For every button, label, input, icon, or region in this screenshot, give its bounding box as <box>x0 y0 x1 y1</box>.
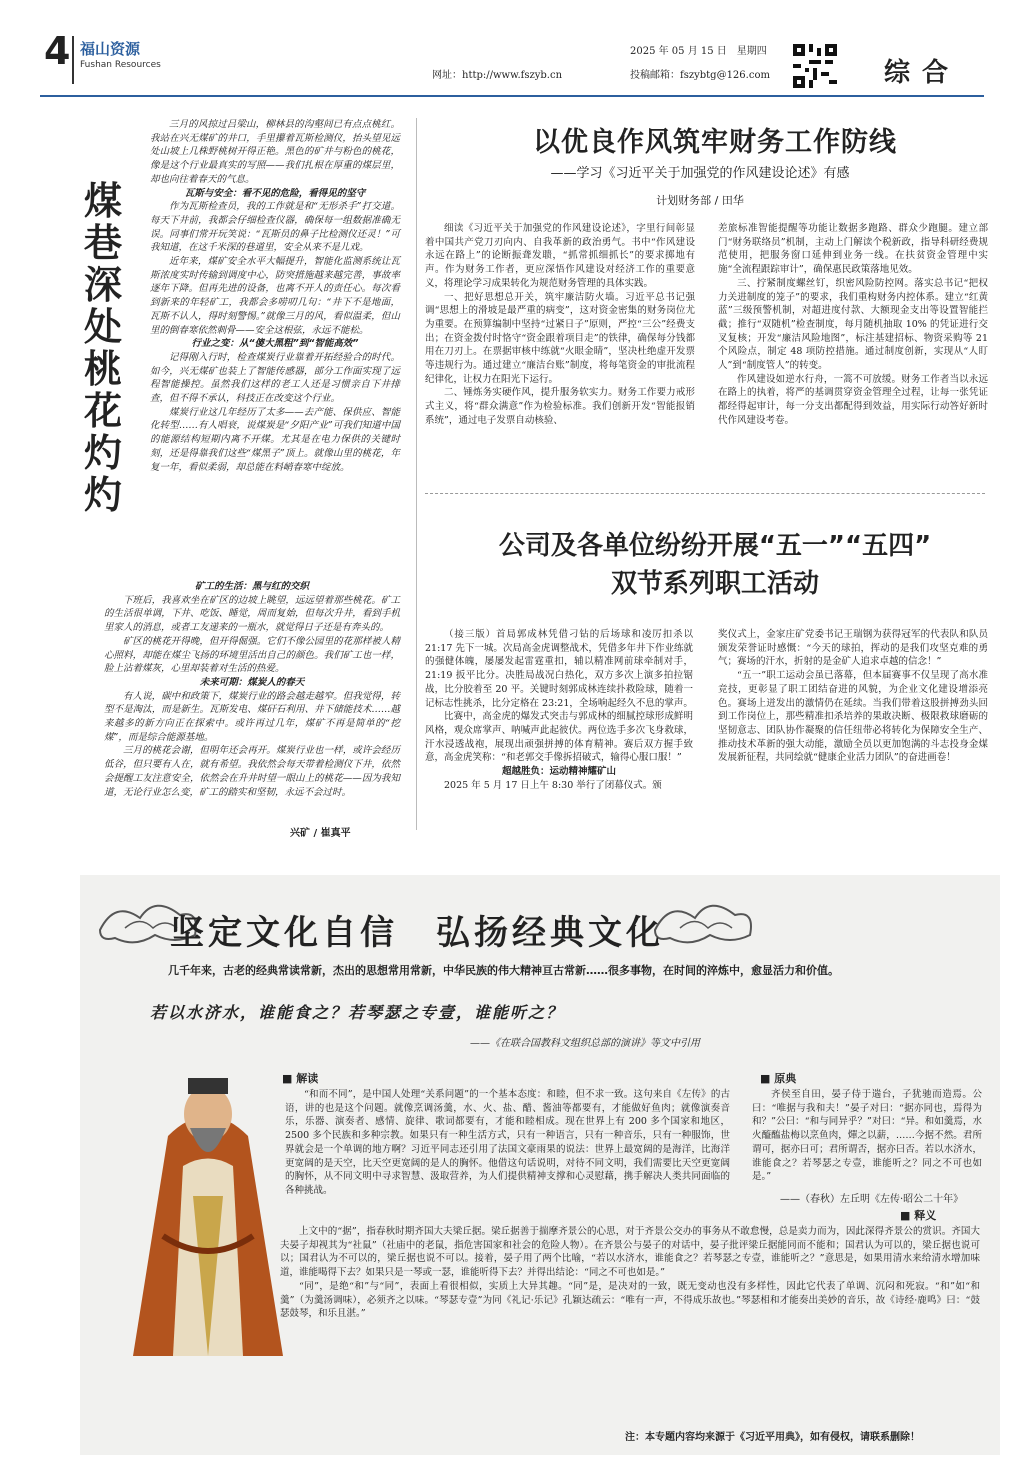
paragraph: 有人说，碳中和政策下，煤炭行业的路会越走越窄。但我觉得，转型不是淘汰，而是新生。瓦斯发电、煤矸石利用、井下储能技术……越来越多的新方向正在探索中。或许再过几年，煤矿不再是简单的“挖煤”，而是综合能源基地。 <box>104 690 400 743</box>
page-number: 4 <box>44 29 71 73</box>
subheading: 超越胜负：运动精神耀矿山 <box>501 766 616 778</box>
yuandian-source: ——（春秋）左丘明《左传·昭公二十年》 <box>780 1194 964 1205</box>
paragraph: 三月的风掠过吕梁山，柳林县的沟壑间已有点点桃红。我站在兴无煤矿的井口，手里攥着瓦斯检测仪，抬头望见远处山坡上几株野桃树开得正艳。黑色的矿井与粉色的桃花，像是这个行业最真实的写照——我们扎根在厚重的煤层里，却也向往着春天的气息。 <box>150 119 400 185</box>
culture-title: 坚定文化自信 弘扬经典文化 <box>170 913 664 953</box>
paragraph: 2025 年 5 月 17 日上午 8:30 举行了闭幕仪式。颁 <box>444 779 662 791</box>
masthead-divider <box>72 36 74 84</box>
article2-title-line2: 双节系列职工活动 <box>610 569 819 599</box>
email-line[interactable]: 投稿邮箱：fszybtg@126.com <box>630 70 770 81</box>
article-divider <box>425 493 985 494</box>
article2-column-2 <box>718 628 988 765</box>
column-divider <box>416 118 417 830</box>
masthead-rule <box>40 95 984 97</box>
yuandian-text <box>752 1088 982 1184</box>
paragraph: 奖仪式上，金家庄矿党委书记王瑞钢为获得冠军的代表队和队员颁发荣誉证时感慨：“今天的球拍，挥动的是我们攻坚克难的勇气；赛场的汗水，折射的是金矿人追求卓越的信念！” <box>718 629 988 668</box>
jiedu-heading: ■ 解读 <box>282 1072 319 1085</box>
culture-quote-source: ——《在联合国教科文组织总部的演讲》等文中引用 <box>470 1038 700 1049</box>
article1-column-2 <box>718 222 988 428</box>
article2-column-1 <box>425 628 693 792</box>
confucius-figure-icon <box>108 1056 308 1356</box>
article1-author: 计划财务部 / 田华 <box>656 194 744 207</box>
paragraph: 记得刚入行时，检查煤炭行业靠着开拓经验合的时代。如今，兴无煤矿也装上了智能传感器，部分工作面实现了远程智能操控。虽然我们这样的老工人还是习惯亲自下井排查，但不得不承认，科技正在改变这个行业。 <box>150 351 400 405</box>
paragraph: “同”，是绝“和”与“同”，表面上看很相似，实质上大异其趣。“同”是，是决对的一致，既无变动也没有多样性，因此它代表了单调、沉闷和死寂。“和”如“和羹”（为羹汤调味），必须齐之以味。“琴瑟专壹”为同《礼记·乐记》孔颖达疏云：“唯有一声，不得成乐故也。”琴瑟相和才能奏出美妙的音乐，故《诗经·鹿鸣》曰：“鼓瑟鼓琴，和乐且湛。” <box>280 1280 980 1320</box>
paragraph: 矿区的桃花开得晚，但开得倔强。它们不像公园里的花那样被人精心照料，却能在煤尘飞扬的环境里活出自己的颜色。我们矿工也一样，脸上沾着煤灰，心里却装着对生活的热爱。 <box>104 635 400 675</box>
paragraph: 一、把好思想总开关，筑牢廉洁防火墙。习近平总书记强调“思想上的滑坡是最严重的病变”，这对资金密集的财务岗位尤为重要。在预算编制中坚持“过紧日子”原则，严控“三公”经费支出；在资金拨付时恪守“资金跟着项目走”的铁律，确保每分钱都用在刀刃上。在票据审核中练就“火眼金睛”，坚决杜绝虚开发票等违规行为。通过建立“廉洁台账”制度，将每笔资金的审批流程纪律化，让权力在阳光下运行。 <box>425 291 695 385</box>
left-article-byline: 兴矿 / 崔真平 <box>290 828 351 839</box>
qr-code-icon <box>793 44 837 88</box>
paragraph: 煤炭行业这几年经历了太多——去产能、保供应、智能化转型……有人唱衰，说煤炭是“夕阳产业”可我们知道中国的能源结构短期内离不开煤。尤其是在电力保供的关键时刻，还是得靠我们这些“煤黑子”顶上。就像山里的桃花，年复一年，看似柔弱，却总能在料峭春寒中绽放。 <box>150 406 400 473</box>
paragraph: 作为瓦斯检查员，我的工作就是和“无形杀手”打交道。每天下井前，我都会仔细检查仪器，确保每一组数据准确无误。同事们常开玩笑说：“瓦斯员的鼻子比检测仪还灵！”可我知道，在这千米深的巷道里，安全从来不是儿戏。 <box>150 201 400 254</box>
left-article-title: 煤巷深处 桃花灼灼 <box>83 179 161 517</box>
date-line: 2025 年 05 月 15 日 星期四 <box>630 46 767 57</box>
article2-title-line1: 公司及各单位纷纷开展“五一”“五四” <box>498 531 932 561</box>
yuandian-heading: ■ 原典 <box>760 1072 797 1085</box>
paragraph: 三、拧紧制度螺丝钉，织密风险防控网。落实总书记“把权力关进制度的笼子”的要求，我们重构财务内控体系。建立“红黄蓝”三级预警机制，对超进度付款、大额现金支出等设置智能拦截；推行“双随机”检查制度，每月随机抽取 10% 的凭证进行交叉复核；开发“廉洁风险地图”，标注基建招标、物资采购等 21 个风险点，制定 48 项防控措施。通过制度创新，实现从“人盯人”到“制度管人”的转变。 <box>718 277 988 372</box>
section-title: 综合 <box>884 58 961 88</box>
cloud-ornament-icon <box>650 890 760 950</box>
paragraph: 差旅标准智能提醒等功能让数据多跑路、群众少跑腿。建立部门“财务联络员”机制，主动上门解读个税新政，指导科研经费规范使用，把服务窗口延伸到业务一线。在扶贫资金管理中实施“全流程跟踪审计”，确保惠民政策落地见效。 <box>718 223 988 276</box>
culture-lead: 几千年来，古老的经典常读常新，杰出的思想常用常新，中华民族的伟大精神亘古常新……很多事物，在时间的淬炼中，愈显活力和价值。 <box>168 964 839 977</box>
shiyi-heading: ■ 释义 <box>900 1209 937 1222</box>
paragraph: “五一”职工运动会虽已落幕，但本届赛事不仅呈现了高水准竞技，更彰显了职工团结奋进的风貌，为企业文化建设增添亮色。赛场上迸发出的激情仍在延续。当我们带着这股拼搏劲头回到工作岗位上，那些精准扣杀培养的果敢决断、极限救球磨砺的坚韧意志、团队协作凝聚的信任纽带必将转化为保障安全生产、推动技术革新的强大动能，激励全员以更加饱满的斗志投身金煤发展新征程，共同绘就“健康企业活力团队”的奋进画卷！ <box>718 670 988 764</box>
paragraph: 齐侯至自田，晏子侍于遄台，子犹驰而造焉。公曰：“唯据与我和夫！”晏子对曰：“据亦同也，焉得为和？”公曰：“和与同异乎？”对曰：“异。和如羹焉，水火醯醢盐梅以烹鱼肉，燀之以薪，……今据不然。君所谓可，据亦曰可；君所谓否，据亦曰否。若以水济水，谁能食之？若琴瑟之专壹，谁能听之？同之不可也如是。” <box>752 1089 982 1183</box>
shiyi-text <box>280 1225 980 1321</box>
subheading: 未来可期：煤炭人的春天 <box>199 676 305 688</box>
left-article-body-bottom <box>104 580 400 799</box>
paper-name: 福山资源 <box>80 40 141 58</box>
paragraph: 比赛中，高金虎的爆发式突击与郭成林的细腻控球形成鲜明风格，观众席掌声、呐喊声此起彼伏。两位选手多次飞身救球，汗水浸透战袍，展现出顽强拼搏的体育精神。赛后双方握手致意，高金虎笑称：“和老郭交手像拆招破式，输得心服口服！” <box>425 711 693 764</box>
paragraph: 三月的桃花会谢，但明年还会再开。煤炭行业也一样，或许会经历低谷，但只要有人在，就有希望。我依然会每天带着检测仪下井，依然会提醒工友注意安全，依然会在升井时望一眼山上的桃花——因为我知道，无论行业怎么变，矿工的踏实和坚韧，永远不会过时。 <box>104 745 400 798</box>
article1-subtitle: ——学习《习近平关于加强党的作风建设论述》有感 <box>550 166 850 181</box>
article1-column-1 <box>425 222 695 428</box>
paragraph: 近年来，煤矿安全水平大幅提升，智能化监测系统让瓦斯浓度实时传输到调度中心，防突措施越来越完善，事故率逐年下降。但再先进的设备，也离不开人的责任心。每次看到新来的年轻矿工，我都会多唠叨几句：“井下不是地面，瓦斯不认人，得时刻警惕。”就像三月的风，看似温柔，但山里的倒春寒依然刺骨——安全这根弦，永远不能松。 <box>150 256 400 336</box>
paragraph: 上文中的“据”，指春秋时期齐国大夫梁丘据。梁丘据善于揣摩齐景公的心思，对于齐景公交办的事务从不敢怠慢，总是卖力而为，因此深得齐景公的赏识。齐国大夫晏子却视其为“社鼠”（社庙中的老鼠，指危害国家和社会的危险人物）。在齐景公与晏子的对话中，晏子批评梁丘据能同而不能和；国君认为可以的，梁丘据也说可以；国君认为不可以的，梁丘据也说不可以。接着，晏子用了两个比喻，“若以水济水，谁能食之？若琴瑟之专壹，谁能听之？”意思是，如果用清水来给清水增加味道，谁能喝得下去？如果只是一琴或一瑟，谁能听得下去？并得出结论：“同之不可也如是。” <box>280 1226 980 1279</box>
culture-quote: 若以水济水，谁能食之？若琴瑟之专壹，谁能听之？ <box>150 1003 565 1022</box>
subheading: 瓦斯与安全：看不见的危险，看得见的坚守 <box>184 187 366 199</box>
paragraph: 作风建设如逆水行舟，一篙不可放缓。财务工作者当以永远在路上的执着，将严的基调贯穿资金管理全过程，让每一张凭证都经得起审计，每一分支出都配得到效益，用实际行动答好新时代作风建设考卷。 <box>718 373 988 426</box>
subheading: 矿工的生活：黑与红的交织 <box>194 581 309 592</box>
paragraph: 下班后，我喜欢坐在矿区的边坡上眺望，远远望着那些桃花。矿工的生活很单调，下井、吃饭、睡觉，周而复始，但每次升井，看到手机里家人的消息，或者工友递来的一瓶水，就觉得日子还是有奔头的。 <box>104 594 400 634</box>
paragraph: 二、锤炼务实硬作风，提升服务软实力。财务工作要力戒形式主义，将“群众满意”作为检验标准。我们创新开发“智能报销系统”，通过电子发票自动核验、 <box>425 387 695 426</box>
paragraph: 细读《习近平关于加强党的作风建设论述》，字里行间彰显着中国共产党刀刃向内、自我革新的政治勇气。书中“作风建设永远在路上”的论断振聋发聩，“抓常抓细抓长”的要求掷地有声。作为财务工作者，更应深悟作风建设对经济工作的重要意义，将理论学习成果转化为规范财务管理的具体实践。 <box>425 223 695 289</box>
left-article-body-top <box>150 118 400 474</box>
subheading: 行业之变：从“傻大黑粗”到“智能高效” <box>191 338 359 350</box>
copyright-note: 注：本专题内容均来源于《习近平用典》，如有侵权，请联系删除！ <box>625 1432 920 1443</box>
paper-name-en: Fushan Resources <box>80 60 161 70</box>
article1-title: 以优良作风筑牢财务工作防线 <box>533 127 897 158</box>
jiedu-text <box>285 1088 730 1198</box>
paragraph: （接三版）首局郭成林凭借刁钻的后场球和凌厉扣杀以 21:17 先下一城。次局高金虎调整战术，凭借多年井下作业练就的强健体魄，屡屡发起雷霆重扣，辅以精准网前球牵制对手，21:19 扳平比分。决胜局战况白热化，双方多次上演多拍拉锯战，比分胶着至 20 平。关键时刻郭成林连续扑救险球，随着一记标志性挑杀，比分定格在 23:21，全场响起经久不息的掌声。 <box>425 629 693 709</box>
website-line[interactable]: 网址：http://www.fszyb.cn <box>432 70 563 81</box>
paragraph: “和而不同”，是中国人处理“关系问题”的一个基本态度：和睦，但不求一致。这句来自《左传》的古语，讲的也是这个问题。就像烹调汤羹，水、火、盐、醋、酱油等都要有，才能做好鱼肉；就像演奏音乐，乐器、演奏者、感情、旋律、歌词都要有，才能和睦相成。现在世界上有 200 多个国家和地区，2500 多个民族和多种宗教。如果只有一种生活方式，只有一种语言，只有一种音乐，只有一种服饰，世界就会是一个单调的地方啊？习近平同志还引用了法国文豪雨果的说法：世界上最宽阔的是海洋，比海洋更宽阔的是天空，比天空更宽阔的是人的胸怀。他借这句话说明，对待不同文明，我们需要比天空更宽阔的胸怀，从不同文明中寻求智慧、汲取营养，为人们提供精神支撑和心灵慰藉，携手解决人类共同面临的各种挑战。 <box>285 1089 730 1196</box>
